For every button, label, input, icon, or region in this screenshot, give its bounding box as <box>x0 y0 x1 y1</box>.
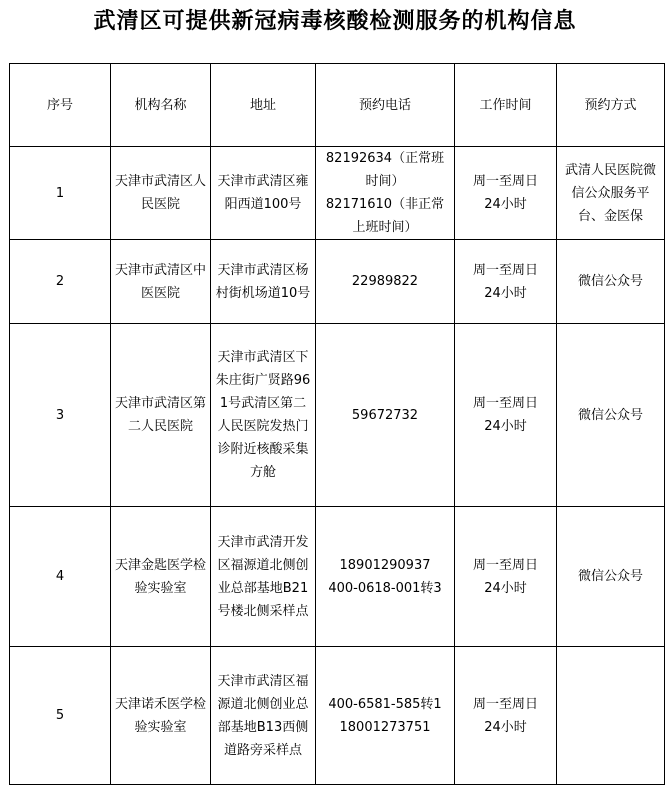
phone-line: 18901290937 <box>339 557 431 573</box>
table-row <box>10 324 665 507</box>
booking-phone <box>316 240 455 324</box>
working-hours <box>455 647 557 785</box>
booking-phone <box>316 147 455 240</box>
page-title: 武清区可提供新冠病毒核酸检测服务的机构信息 <box>93 9 577 34</box>
institution-address-text: 天津市武清区雍阳西道100号 <box>217 174 309 212</box>
institution-name <box>111 240 211 324</box>
phone-line: 400-6581-585转1 <box>328 696 442 712</box>
institution-name-text: 天津市武清区第二人民医院 <box>115 396 207 434</box>
institution-address-text: 天津市武清区福源道北侧创业总部基地B13西侧道路旁采样点 <box>217 673 309 758</box>
column-header-hours: 工作时间 <box>455 64 557 147</box>
institution-address-text: 天津市武清区杨村街机场道10号 <box>215 262 311 301</box>
institution-name-text: 天津市武清区人民医院 <box>115 174 207 212</box>
booking-method <box>557 240 665 324</box>
table-row <box>10 240 665 324</box>
phone-line: 22989822 <box>351 274 419 289</box>
booking-phone <box>316 507 455 647</box>
working-hours <box>455 147 557 240</box>
hours-days: 周一至周日 <box>472 696 538 712</box>
column-header-address: 地址 <box>211 64 316 147</box>
phone-line: 18001273751 <box>339 719 431 735</box>
phone-line: 400-0618-001转3 <box>328 580 442 596</box>
table-row <box>10 147 665 240</box>
row-number: 3 <box>10 324 111 507</box>
working-hours <box>455 324 557 507</box>
institution-address <box>211 507 316 647</box>
institution-name-text: 天津金匙医学检验实验室 <box>115 557 207 596</box>
hours-time: 24小时 <box>484 719 527 735</box>
hours-time: 24小时 <box>484 197 527 212</box>
institution-name <box>111 507 211 647</box>
institution-name <box>111 147 211 240</box>
phone-line: 59672732 <box>351 407 419 423</box>
booking-method-text: 微信公众号 <box>577 569 643 584</box>
booking-method <box>557 324 665 507</box>
row-number: 4 <box>10 507 111 647</box>
table-row <box>10 647 665 785</box>
working-hours <box>455 507 557 647</box>
hours-days: 周一至周日 <box>472 262 538 278</box>
institution-address <box>211 324 316 507</box>
institution-name-text: 天津市武清区中医医院 <box>115 262 207 301</box>
hours-time: 24小时 <box>484 419 527 434</box>
hours-days: 周一至周日 <box>472 174 538 189</box>
column-header-name: 机构名称 <box>111 64 211 147</box>
institution-name <box>111 647 211 785</box>
institution-address <box>211 147 316 240</box>
hours-days: 周一至周日 <box>472 557 538 573</box>
phone-line: 82192634（正常班时间） <box>325 151 445 189</box>
row-number: 1 <box>10 147 111 240</box>
institution-address <box>211 647 316 785</box>
row-number: 5 <box>10 647 111 785</box>
column-header-no: 序号 <box>10 64 111 147</box>
column-header-method: 预约方式 <box>557 64 665 147</box>
institution-name <box>111 324 211 507</box>
booking-method-text: 微信公众号 <box>577 407 643 423</box>
table-row <box>10 507 665 647</box>
booking-method <box>557 647 665 785</box>
row-number: 2 <box>10 240 111 324</box>
column-header-phone: 预约电话 <box>316 64 455 147</box>
institution-table <box>9 63 665 785</box>
booking-phone <box>316 647 455 785</box>
table-header-row <box>10 64 665 147</box>
booking-method <box>557 147 665 240</box>
booking-phone <box>316 324 455 507</box>
institution-name-text: 天津诺禾医学检验实验室 <box>115 696 207 735</box>
hours-time: 24小时 <box>484 580 527 596</box>
institution-address-text: 天津市武清开发区福源道北侧创业总部基地B21号楼北侧采样点 <box>217 534 309 619</box>
institution-address <box>211 240 316 324</box>
booking-method-text: 微信公众号 <box>577 274 643 289</box>
hours-time: 24小时 <box>484 285 527 301</box>
phone-line: 82171610（非正常上班时间） <box>325 197 445 235</box>
booking-method-text: 武清人民医院微信公众服务平台、金医保 <box>564 162 656 224</box>
working-hours <box>455 240 557 324</box>
hours-days: 周一至周日 <box>472 396 538 411</box>
institution-address-text: 天津市武清区下朱庄街广贤路961号武清区第二人民医院发热门诊附近核酸采集方舱 <box>215 350 311 480</box>
booking-method <box>557 507 665 647</box>
